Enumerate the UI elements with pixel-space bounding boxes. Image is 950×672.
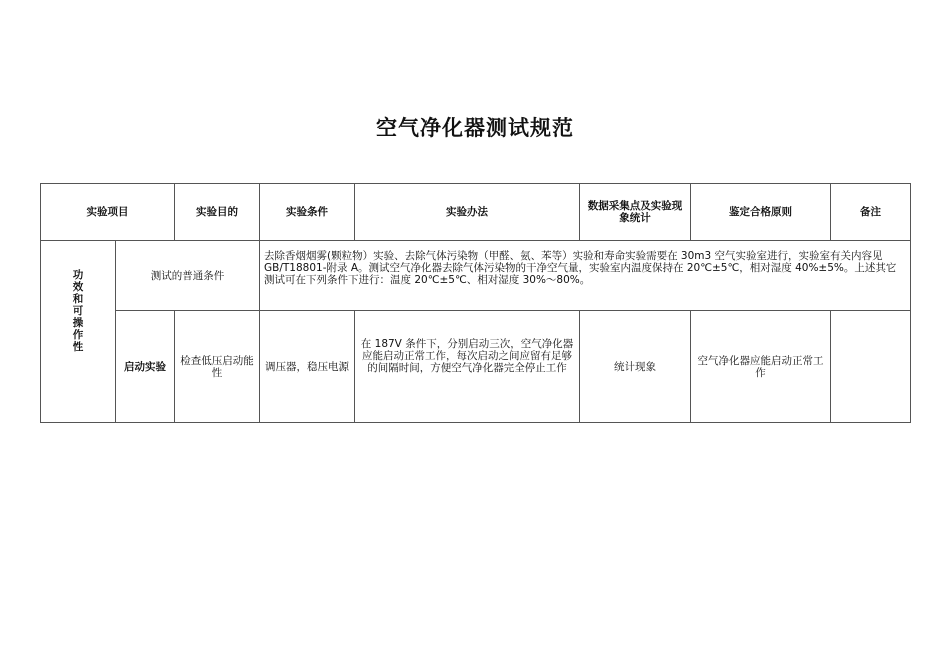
spec-table bbox=[40, 183, 911, 423]
header-test-method: 实验办法 bbox=[355, 184, 580, 241]
header-pass-criteria: 鉴定合格原则 bbox=[691, 184, 831, 241]
header-test-purpose: 实验目的 bbox=[175, 184, 260, 241]
page-title: 空气净化器测试规范 bbox=[376, 116, 574, 140]
header-test-item: 实验项目 bbox=[41, 184, 175, 241]
startup-test-label: 启动实验 bbox=[116, 311, 175, 423]
general-conditions-text: 去除香烟烟雾(颗粒物）实验、去除气体污染物（甲醛、氨、苯等）实验和寿命实验需要在 30m3 空气实验室进行，实验室有关内容见 GB/T18801-附录 A。测试空气净化器去除气体污染物的干净空气量，实验室内温度保持在 20℃±5℃，相对湿度 40%±5%。上述其它测试可在下列条件下进行：温度 20℃±5℃、相对湿度 30%～80%。 bbox=[260, 241, 911, 311]
header-row bbox=[41, 184, 911, 241]
table-row bbox=[41, 311, 911, 423]
category-label: 功效和可操作性 bbox=[72, 269, 84, 353]
header-test-conditions: 实验条件 bbox=[260, 184, 355, 241]
header-data-collection: 数据采集点及实验现象统计 bbox=[580, 184, 691, 241]
category-cell bbox=[41, 241, 116, 423]
startup-condition: 调压器，稳压电源 bbox=[260, 311, 355, 423]
startup-method: 在 187V 条件下，分别启动三次，空气净化器应能启动正常工作，每次启动之间应留有足够的间隔时间，方便空气净化器完全停止工作 bbox=[355, 311, 580, 423]
startup-purpose: 检查低压启动能性 bbox=[175, 311, 260, 423]
table-row bbox=[41, 241, 911, 311]
startup-criteria: 空气净化器应能启动正常工作 bbox=[691, 311, 831, 423]
header-remarks: 备注 bbox=[831, 184, 911, 241]
startup-remark bbox=[831, 311, 911, 423]
general-conditions-label: 测试的普通条件 bbox=[116, 241, 260, 311]
startup-data: 统计现象 bbox=[580, 311, 691, 423]
